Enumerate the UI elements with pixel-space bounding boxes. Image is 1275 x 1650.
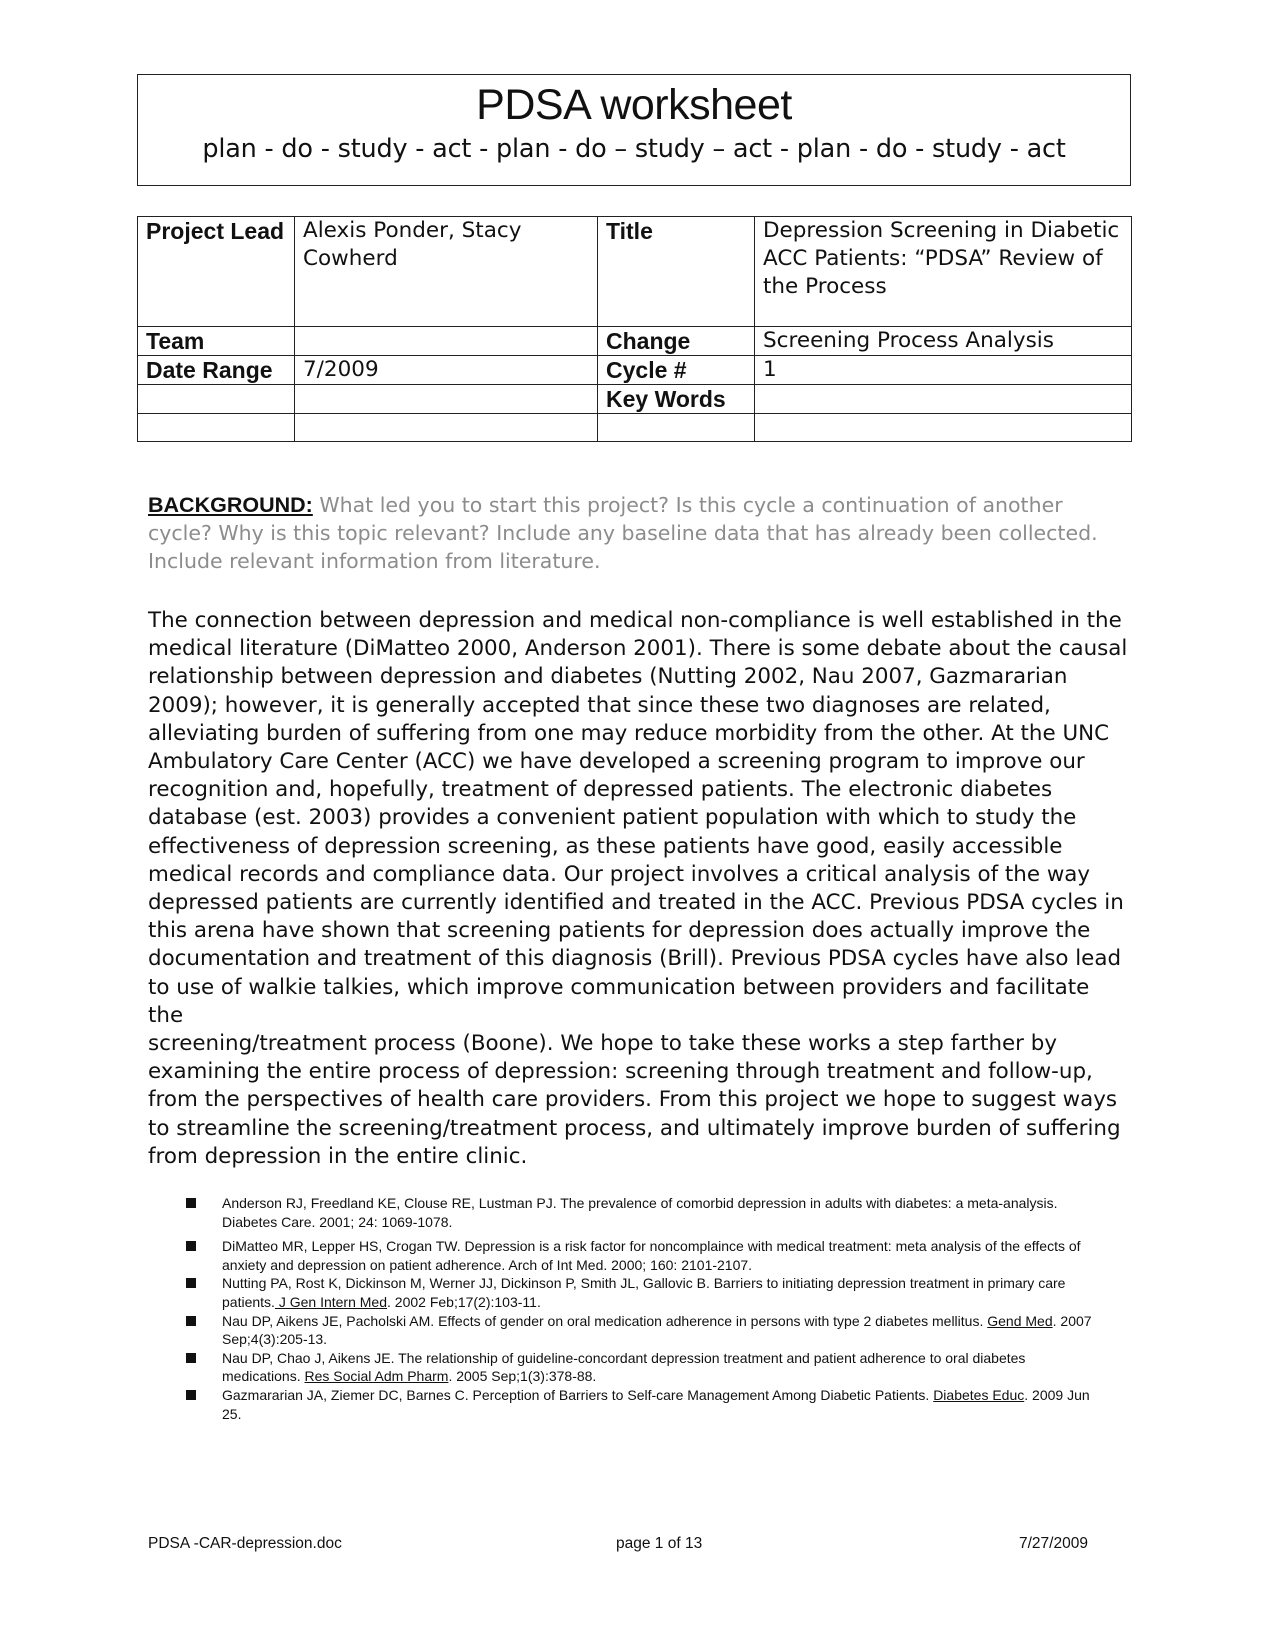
table-row — [138, 217, 1132, 327]
table-row — [138, 414, 1132, 442]
reference-citation: . 2009 Jun 25. — [222, 1386, 1090, 1422]
project-lead-value: Alexis Ponder, Stacy Cowherd — [295, 217, 598, 327]
reference-item — [186, 1194, 1096, 1231]
key-words-label: Key Words — [598, 385, 755, 414]
reference-text: Gazmararian JA, Ziemer DC, Barnes C. Perception of Barriers to Self-care Management Among Diabetic Patients. — [222, 1386, 934, 1403]
reference-list — [186, 1194, 1096, 1423]
cycle-value: 1 — [755, 356, 1132, 385]
table-row — [138, 385, 1132, 414]
worksheet-title-box — [137, 74, 1131, 186]
empty-cell — [138, 414, 295, 442]
reference-item — [186, 1237, 1096, 1274]
square-bullet-icon — [186, 1278, 196, 1288]
square-bullet-icon — [186, 1198, 196, 1208]
page-subtitle: plan - do - study - act - plan - do – study – act - plan - do - study - act — [202, 134, 1066, 164]
background-body — [148, 607, 1128, 1171]
team-label: Team — [138, 327, 295, 356]
reference-text: Nau DP, Aikens JE, Pacholski AM. Effects of gender on oral medication adherence in persons with type 2 diabetes mellitus. — [222, 1312, 988, 1329]
page-title: PDSA worksheet — [476, 81, 792, 129]
empty-cell — [295, 385, 598, 414]
title-label: Title — [598, 217, 755, 327]
square-bullet-icon — [186, 1353, 196, 1363]
square-bullet-icon — [186, 1241, 196, 1251]
date-range-value: 7/2009 — [295, 356, 598, 385]
reference-item — [186, 1312, 1096, 1349]
change-value: Screening Process Analysis — [755, 327, 1132, 356]
project-info-table — [137, 216, 1132, 442]
empty-cell — [598, 414, 755, 442]
reference-text: Anderson RJ, Freedland KE, Clouse RE, Lustman PJ. The prevalence of comorbid depression in adults with diabetes: a meta-analysis. Diabetes Care. 2001; 24: 1069-1078. — [222, 1195, 1058, 1230]
journal-link[interactable]: Gend Med — [987, 1312, 1053, 1329]
reference-item — [186, 1349, 1096, 1386]
footer-date: 7/27/2009 — [1019, 1535, 1088, 1552]
background-prompt-text: What led you to start this project? Is this cycle a continuation of another cycle? Why is this topic relevant? Include any baseline data that has already been collected. Include relevant information from literature. — [148, 493, 1098, 573]
reference-text: Nau DP, Chao J, Aikens JE. The relationship of guideline-concordant depression treatment and patient adherence to oral diabetes medications. — [222, 1349, 1026, 1385]
team-value — [295, 327, 598, 356]
reference-item — [186, 1274, 1096, 1311]
square-bullet-icon — [186, 1316, 196, 1326]
square-bullet-icon — [186, 1390, 196, 1400]
empty-cell — [295, 414, 598, 442]
table-row — [138, 327, 1132, 356]
cycle-label: Cycle # — [598, 356, 755, 385]
reference-text: DiMatteo MR, Lepper HS, Crogan TW. Depression is a risk factor for noncomplaince with medical treatment: meta analysis of the effects of anxiety and depression on patient adherence. Arch of Int Med. 2000; 160: 2101-2107. — [222, 1238, 1081, 1273]
key-words-value — [755, 385, 1132, 414]
empty-cell — [755, 414, 1132, 442]
project-lead-label: Project Lead — [138, 217, 295, 327]
background-paragraph: The connection between depression and medical non-compliance is well established in the medical literature (DiMatteo 2000, Anderson 2001). There is some debate about the causal relationship between depression and diabetes (Nutting 2002, Nau 2007, Gazmararian 2009); however, it is generally accepted that since these two diagnoses are related, alleviating burden of suffering from one may reduce morbidity from the other. At the UNC Ambulatory Care Center (ACC) we have developed a screening program to improve our recognition and, hopefully, treatment of depressed patients. The electronic diabetes database (est. 2003) provides a convenient patient population with which to study the effectiveness of depression screening, as these patients have good, easily accessible medical records and compliance data. Our project involves a critical analysis of the way depressed patients are currently identified and treated in the ACC. Previous PDSA cycles in this arena have shown that screening patients for depression does actually improve the documentation and treatment of this diagnosis (Brill). Previous PDSA cycles have also lead to use of walkie talkies, which improve communication between providers and facilitate the screening/treatment process (Boone). We hope to take these works a step farther by examining the entire process of depression: screening through treatment and follow-up, from the perspectives of health care providers. From this project we hope to suggest ways to streamline the screening/treatment process, and ultimately improve burden of suffering from depression in the entire clinic. — [148, 608, 1128, 1169]
title-value: Depression Screening in Diabetic ACC Patients: “PDSA” Review of the Process — [755, 217, 1132, 327]
footer-filename: PDSA -CAR-depression.doc — [148, 1535, 342, 1552]
empty-cell — [138, 385, 295, 414]
background-prompt — [148, 491, 1128, 575]
change-label: Change — [598, 327, 755, 356]
reference-citation: . 2007 Sep;4(3):205-13. — [222, 1312, 1092, 1348]
table-row — [138, 356, 1132, 385]
journal-link[interactable]: J Gen Intern Med — [274, 1293, 387, 1310]
reference-text: Nutting PA, Rost K, Dickinson M, Werner JJ, Dickinson P, Smith JL, Gallovic B. Barriers to initiating depression treatment in primary care patients. — [222, 1275, 1066, 1310]
reference-citation: . 2002 Feb;17(2):103-11. — [387, 1293, 541, 1310]
reference-citation: . 2005 Sep;1(3):378-88. — [448, 1368, 597, 1385]
date-range-label: Date Range — [138, 356, 295, 385]
footer-page-number: page 1 of 13 — [616, 1535, 703, 1552]
journal-link[interactable]: Diabetes Educ — [933, 1386, 1025, 1403]
reference-item — [186, 1386, 1096, 1423]
background-heading: BACKGROUND: — [148, 493, 313, 517]
journal-link[interactable]: Res Social Adm Pharm — [304, 1368, 449, 1385]
